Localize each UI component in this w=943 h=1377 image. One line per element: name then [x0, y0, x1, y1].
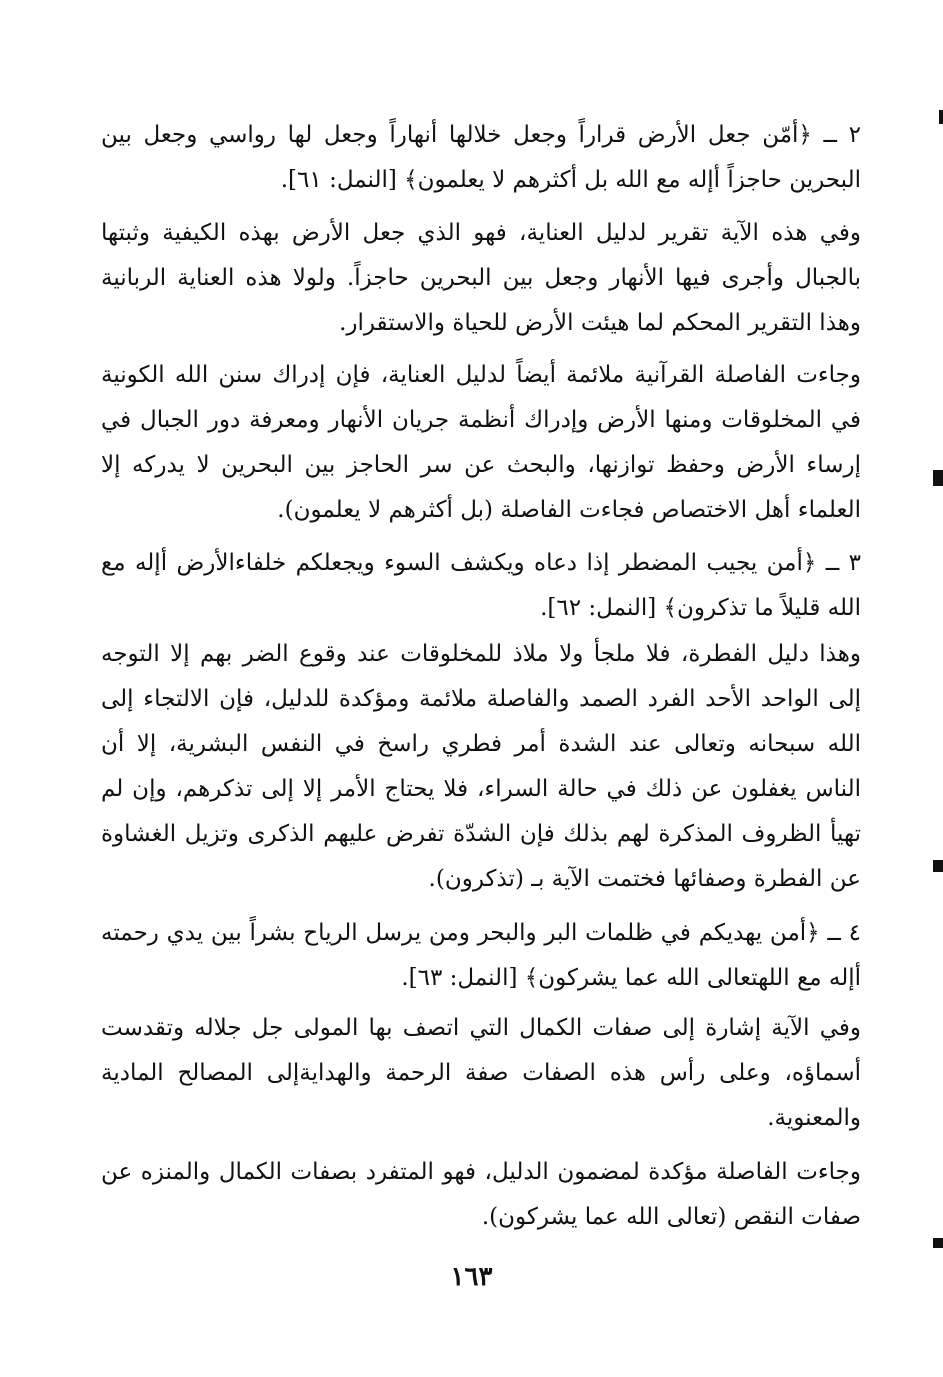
paragraph-commentary-4a: وفي الآية إشارة إلى صفات الكمال التي اتصف بها المولى جل جلاله وتقدست أسماؤه، وعلى رأس هذه الصفات صفة الرحمة والهدايةإلى المصالح المادية والمعنوية.	[101, 1015, 861, 1131]
page-number: ١٦٣	[450, 1262, 493, 1292]
scan-edge-mark	[933, 470, 943, 486]
paragraph-commentary-2a: وفي هذه الآية تقرير لدليل العناية، فهو الذي جعل الأرض بهذه الكيفية وثبتها بالجبال وأجرى فيها الأنهار وجعل بين البحرين حاجزاً. ولولا هذه العناية الربانية وهذا التقرير المحكم لما هيئت الأرض للحياة والاستقرار.	[101, 220, 861, 336]
paragraph-verse-2: ٢ ــ ﴿أمّن جعل الأرض قراراً وجعل خلالها أنهاراً وجعل لها رواسي وجعل بين البحرين حاجزاً أإله مع الله بل أكثرهم لا يعلمون﴾ [النمل: ٦١].	[101, 122, 861, 193]
paragraph-commentary-2b: وجاءت الفاصلة القرآنية ملائمة أيضاً لدليل العناية، فإن إدراك سنن الله الكونية في المخلوقات ومنها الأرض وإدراك أنظمة جريان الأنهار ومعرفة دور الجبال في إرساء الأرض وحفظ توازنها، والبحث عن سر الحاجز بين البحرين لا يدركه إلا العلماء أهل الاختصاص فجاءت الفاصلة (بل أكثرهم لا يعلمون).	[101, 362, 861, 523]
paragraph-verse-3: ٣ ــ ﴿أمن يجيب المضطر إذا دعاه ويكشف السوء ويجعلكم خلفاءالأرض أإله مع الله قليلاً ما تذكرون﴾ [النمل: ٦٢].	[101, 550, 861, 621]
scan-edge-mark	[933, 1238, 943, 1248]
scan-edge-mark	[933, 860, 943, 872]
scan-edge-mark	[939, 110, 943, 124]
paragraph-verse-4: ٤ ــ ﴿أمن يهديكم في ظلمات البر والبحر ومن يرسل الرياح بشراً بين يدي رحمته أإله مع اللهتعالى الله عما يشركون﴾ [النمل: ٦٣].	[101, 920, 861, 991]
paragraph-commentary-4b: وجاءت الفاصلة مؤكدة لمضمون الدليل، فهو المتفرد بصفات الكمال والمنزه عن صفات النقص (تعالى الله عما يشركون).	[101, 1159, 861, 1230]
paragraph-commentary-3: وهذا دليل الفطرة، فلا ملجأ ولا ملاذ للمخلوقات عند وقوع الضر بهم إلا التوجه إلى الواحد الأحد الفرد الصمد والفاصلة ملائمة ومؤكدة للدليل، فإن الالتجاء إلى الله سبحانه وتعالى عند الشدة أمر فطري راسخ في النفس البشرية، إلا أن الناس يغفلون عن ذلك في حالة السراء، فلا يحتاج الأمر إلا إلى تذكرهم، وإن لم تهيأ الظروف المذكرة لهم بذلك فإن الشدّة تفرض عليهم الذكرى وتزيل الغشاوة عن الفطرة وصفائها فختمت الآية بـ (تذكرون).	[101, 641, 861, 892]
